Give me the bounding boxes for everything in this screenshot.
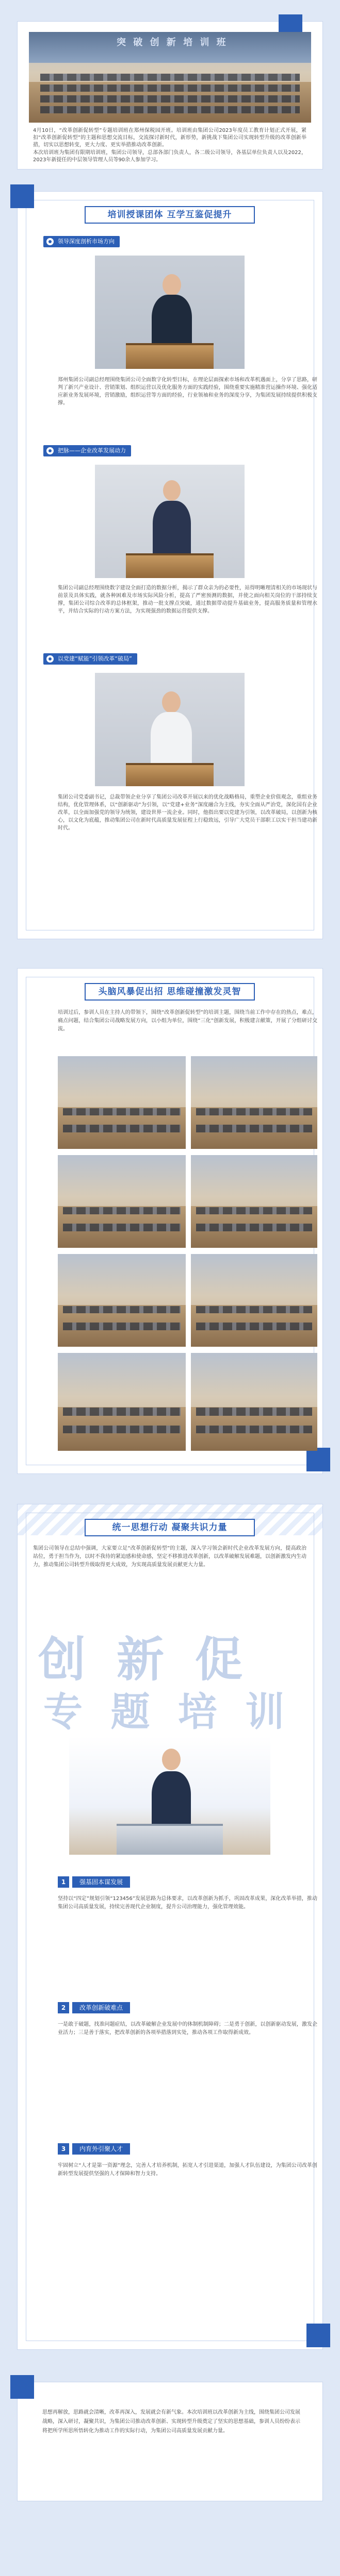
bullet-icon: [46, 238, 54, 245]
group-photo-4: [191, 1155, 317, 1248]
corner-decoration: [10, 184, 34, 208]
bullet-icon: [46, 655, 54, 663]
item-number-1: 1: [58, 1876, 69, 1888]
card-summary: [18, 1504, 322, 2349]
section-title-discussion: 头脑风暴促出招 思维碰撞激发灵智: [85, 983, 255, 1001]
card-discussion: [18, 969, 322, 1473]
group-photo-5: [58, 1254, 186, 1347]
group-photo-3: [58, 1155, 186, 1248]
group-photo-2: [191, 1056, 317, 1149]
card-lectures: [18, 192, 322, 939]
subtitle-party: 以党建“赋能”引领改革“破局”: [43, 653, 137, 665]
item-label-1: 强基固本谋发展: [72, 1876, 130, 1888]
summary-paragraph: 集团公司领导在总结中强调，大家要立足“改革创新促转型”的主题，深入学习领会新时代企业改革发展方向，提高政治站位，勇于担当作为，以时不我待的紧迫感和使命感，坚定不移推进改革创新，以改革破解发展难题，以创新激发内生动力，推动集团公司转型升级取得更大成效，为实现高质量发展贡献更大力量。: [33, 1546, 306, 1568]
subtitle-market: 领导深度剖析市场方向: [43, 236, 120, 247]
group-photo-7: [58, 1353, 186, 1451]
group-photo-6: [191, 1254, 317, 1347]
item-number-2: 2: [58, 2002, 69, 2013]
lecture-paragraph-1: 郑州集团公司副总经理围绕集团公司全面数字化转型目标，在理论层面探索市场和改革机遇面上，分享了思路，研判了新兴产业设计、营销策划、组织运营以及优化服务方面的实践经验，围绕重要实施精准营运操作环境、强化适应新业务发展环境，营销激励，组织运营等方面的经验，行业领袖和业务的深度分享，为集团发展持续提供积极支撑。: [58, 377, 317, 406]
watermark-training: 专 题 培 训: [43, 1689, 292, 1735]
card-closing: [18, 2382, 322, 2501]
discussion-paragraph: 培训过后，参训人员在主持人的带领下，围绕“改革创新促转型”的培训主题，围绕当前工作中存在的热点，难点，痛点问题，结合集团公司战略发展方向，以小组为单位，围绕“三化”创新发展，积极建言献策，开展了分组研讨交流。: [58, 1010, 317, 1032]
watermark-innovation: 创 新 促: [38, 1632, 250, 1687]
corner-decoration: [10, 2375, 34, 2399]
lecture-paragraph-2: 集团公司副总经理围绕数字建设全面打造的数据分析，揭示了群众亲为的必要性，站得明晰理清相关的市场现状与前景及具体实践，就各种困难及市场实际风险分析，提高了严密预测的数据，并使之面向相关岗位的干部持续支撑，集团公司综合改革的总体框架，推动一批支撑点突破，通过数据带动提升基础业务，提高服务质量和管理水平，并结合实际的行动方案方法，为实现强劲的数据运营提供支撑。: [58, 585, 317, 614]
speaker-photo-2: [95, 465, 245, 578]
card-intro: [18, 22, 322, 169]
corner-decoration: [306, 2324, 330, 2347]
classroom-photo: [29, 32, 311, 123]
bullet-icon: [46, 447, 54, 454]
speaker-photo-1: [95, 256, 245, 369]
intro-paragraph-2: 本次培训班为集团有限期培训班，集团公司领导，总部各部门负责人，各二级公司领导，各基层单位负责人以及2022，2023年新提任的中层领导管理人员等90余人参加学习。: [33, 150, 306, 163]
subtitle-reform: 把脉——企业改革发展动力: [43, 445, 131, 456]
speaker-photo-3: [95, 673, 245, 786]
intro-paragraph-1: 4月10日，“改革创新促转型”专题培训班在郑州保税园开班。培训班由集团公司2023年度员工教育计划正式开展，紧扣“改革创新促转型”的主题和思想交流目标，交流探讨新时代，新形势，新挑战下集团公司实现转型升级的改革创新举措，切实以思想转变，更大力度、更实举措推动改革创新。: [33, 128, 306, 148]
closing-paragraph: 思想再解放，思路就会清晰，改革再深入，发展就会有新气象。本次培训班以改革创新为主线，围绕集团公司发展战略，深入研讨，凝聚共识，为集团公司推动改革创新、实现转型升级奠定了坚实的思想基础，参训人员纷纷表示将把所学所思所悟转化为推动工作的实际行动，为集团公司高质量发展贡献力量。: [42, 2410, 300, 2434]
item-text-2: 一是敢于破题，找准问题症结，以改革破解企业发展中的体制机制障碍；二是勇于创新，以创新驱动发展，激发企业活力；三是善于落实，把改革创新的各项举措落到实处，推动各项工作取得新成效。: [58, 2022, 317, 2036]
banner-text: 突 破 创 新 培 训 班: [117, 37, 228, 48]
leader-photo: [69, 1736, 270, 1855]
corner-decoration: [306, 1448, 330, 1471]
item-label-2: 改革创新破难点: [72, 2002, 130, 2013]
item-text-3: 牢固树立“人才是第一资源”理念，完善人才培养机制，拓宽人才引进渠道，加强人才队伍建设，为集团公司改革创新转型发展提供坚强的人才保障和智力支持。: [58, 2163, 317, 2177]
group-photo-1: [58, 1056, 186, 1149]
section-title-summary: 统一思想行动 凝聚共识力量: [85, 1519, 255, 1536]
group-photo-8: [191, 1353, 317, 1451]
lecture-paragraph-3: 集团公司党委副书记，总裁带领企业分享了集团公司改革开展以来的优化战略格局，重塑企业价值观念，重组业务结构，优化管理体系，以“创新驱动”为引领，以“党建+业务”深度融合为主线，夯实全面从严治党，深化国有企业改革，以全面加强党的领导为统领，建设世界一流企业。同时，他指出要以党建为引领，以改革破局，以创新为核心，以文化为底蕴，推动集团公司在新时代高质量发展征程上行稳致远，引导广大党员干部职工以实干担当建功新时代。: [58, 794, 317, 831]
item-label-3: 内育外引聚人才: [72, 2143, 130, 2155]
item-number-3: 3: [58, 2143, 69, 2155]
item-text-1: 坚持以“四定”规划引领“123456”发展思路为总体要求，以改革创新为抓手，巩固改革成果，深化改革举措，推动集团公司高质量发展，持续完善现代企业制度，提升公司治理能力，强化管理效能。: [58, 1896, 317, 1910]
section-title-lectures: 培训授课团体 互学互鉴促提升: [85, 206, 255, 224]
